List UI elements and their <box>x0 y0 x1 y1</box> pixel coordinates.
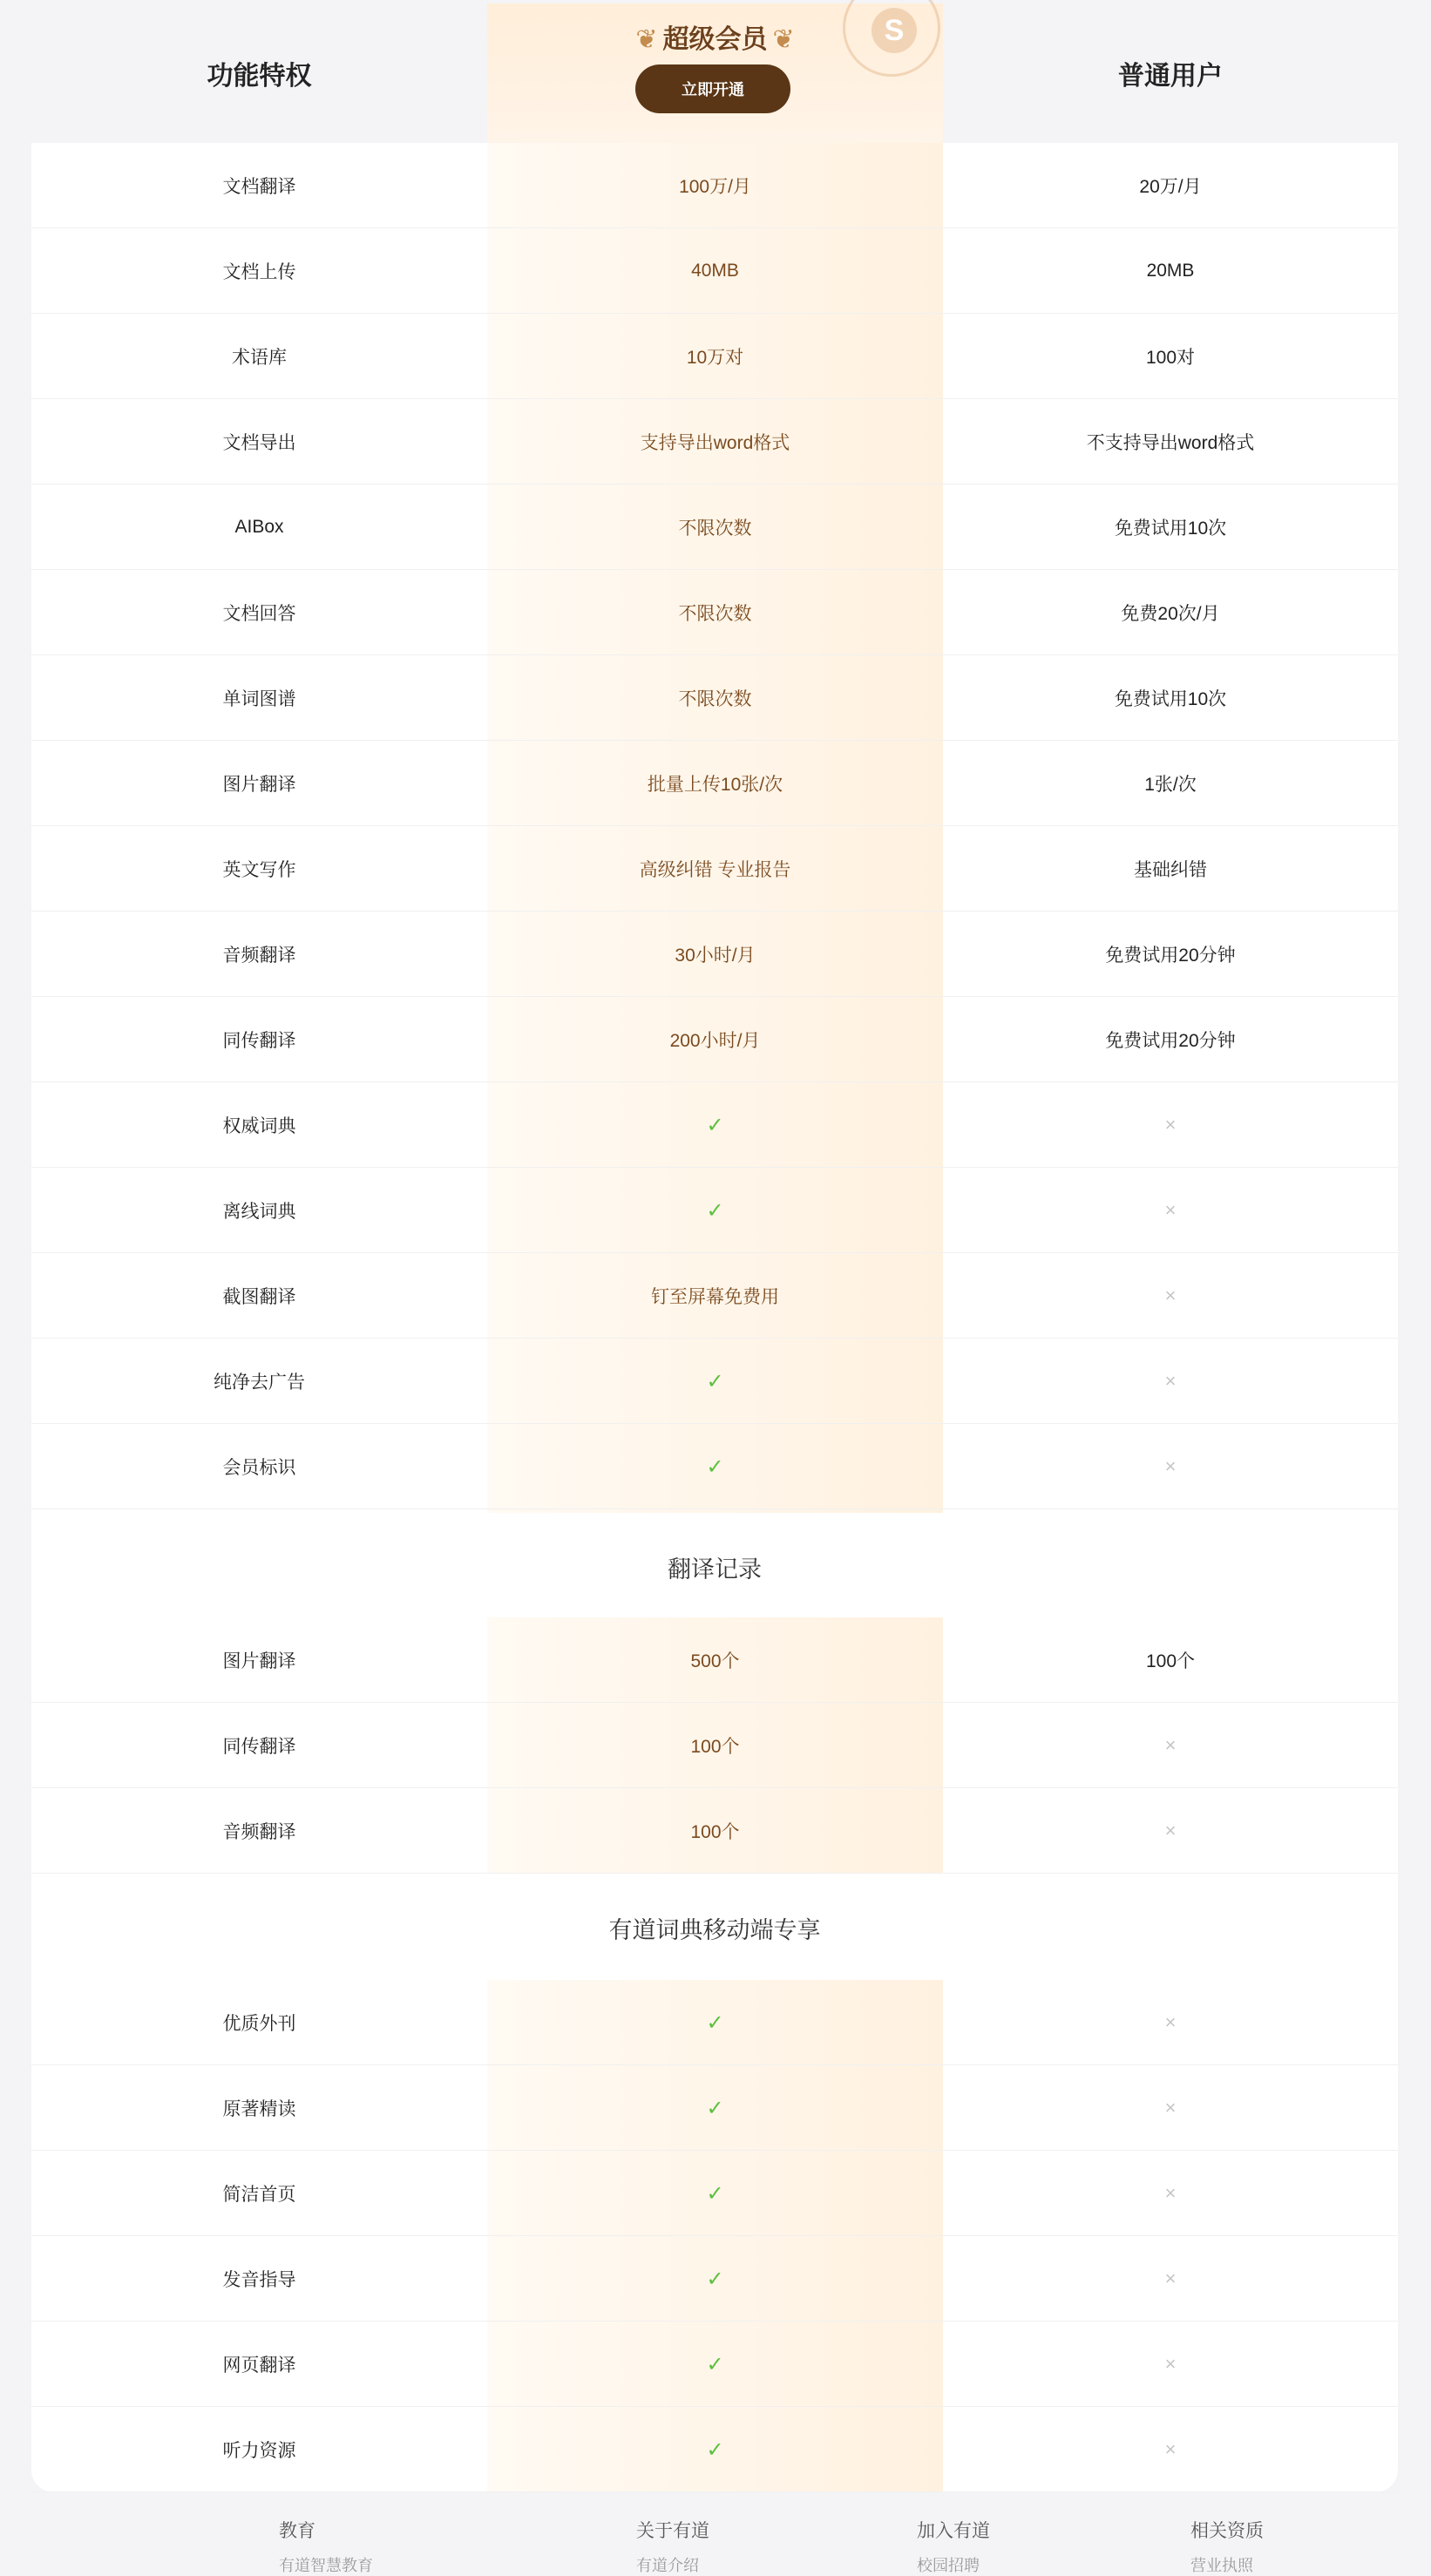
feature-name: 文档翻译 <box>222 177 296 197</box>
check-icon: ✓ <box>706 2267 724 2291</box>
feature-name: 简洁首页 <box>222 2185 296 2205</box>
table-row <box>31 1617 1398 1703</box>
cross-icon: × <box>1164 1820 1177 1841</box>
footer-title[interactable]: 教育 <box>279 2521 315 2541</box>
vip-value: 高级纠错 专业报告 <box>639 860 791 880</box>
check-icon: ✓ <box>706 1369 724 1393</box>
table-row <box>31 2151 1398 2236</box>
footer-link[interactable]: 有道智慧教育 <box>279 2557 373 2574</box>
normal-value: 基础纠错 <box>1134 860 1207 880</box>
feature-name: 图片翻译 <box>222 775 296 795</box>
vip-value: 100个 <box>690 1737 740 1757</box>
cross-icon: × <box>1164 2182 1177 2204</box>
normal-value: 1张/次 <box>1144 775 1197 795</box>
feature-name: 文档导出 <box>222 433 296 453</box>
feature-name: AIBox <box>234 517 284 537</box>
cross-icon: × <box>1164 2438 1177 2460</box>
vip-value: 200小时/月 <box>669 1031 761 1051</box>
comparison-card <box>31 3 1398 2492</box>
normal-value: 免费试用10次 <box>1114 519 1227 539</box>
check-icon: ✓ <box>706 2352 724 2376</box>
cross-icon: × <box>1164 1734 1177 1756</box>
feature-name: 听力资源 <box>222 2441 296 2461</box>
footer-title[interactable]: 加入有道 <box>917 2521 990 2541</box>
feature-name: 优质外刊 <box>222 2014 296 2034</box>
table-row <box>31 1703 1398 1788</box>
vip-stamp-icon: S <box>843 0 940 77</box>
table-row <box>31 1339 1398 1424</box>
vip-value: 不限次数 <box>678 604 752 624</box>
laurel-right-icon: ❦ <box>772 25 795 54</box>
normal-value: 免费20次/月 <box>1121 604 1220 624</box>
vip-value: 支持导出word格式 <box>640 433 790 453</box>
table-row <box>31 2322 1398 2407</box>
table-row <box>31 314 1398 399</box>
normal-user-column-title: 普通用户 <box>1118 62 1223 91</box>
table-row <box>31 741 1398 826</box>
check-icon: ✓ <box>706 2096 724 2120</box>
table-row <box>31 1253 1398 1339</box>
normal-value: 20MB <box>1146 261 1195 281</box>
vip-value: 10万对 <box>686 348 744 368</box>
section-title-mobile: 有道词典移动端专享 <box>608 1916 821 1943</box>
check-icon: ✓ <box>706 2437 724 2462</box>
footer-col-join <box>917 2517 990 2576</box>
feature-name: 权威词典 <box>222 1116 296 1136</box>
check-icon: ✓ <box>706 1454 724 1479</box>
feature-name: 原著精读 <box>222 2099 296 2119</box>
normal-value: 20万/月 <box>1139 177 1202 197</box>
feature-name: 图片翻译 <box>222 1651 296 1671</box>
footer-link[interactable]: 有道介绍 <box>636 2557 699 2574</box>
feature-name: 单词图谱 <box>222 689 296 709</box>
footer <box>0 2492 1431 2574</box>
check-icon: ✓ <box>706 2010 724 2035</box>
feature-name: 网页翻译 <box>222 2356 296 2376</box>
vip-column-header <box>487 3 943 143</box>
table-row <box>31 1424 1398 1509</box>
normal-value: 免费试用20分钟 <box>1105 946 1236 966</box>
cross-icon: × <box>1164 1370 1177 1392</box>
footer-col-qualifications <box>1190 2517 1264 2576</box>
table-row <box>31 997 1398 1082</box>
normal-value: 免费试用20分钟 <box>1105 1031 1236 1051</box>
vip-value: 40MB <box>691 261 739 281</box>
feature-name: 发音指导 <box>222 2270 296 2290</box>
vip-title-text: 超级会员 <box>662 25 768 54</box>
cross-icon: × <box>1164 1199 1177 1221</box>
check-icon: ✓ <box>706 1113 724 1137</box>
cross-icon: × <box>1164 2097 1177 2118</box>
feature-name: 音频翻译 <box>222 946 296 966</box>
vip-value: 100万/月 <box>679 177 751 197</box>
vip-value: 不限次数 <box>678 519 752 539</box>
table-row <box>31 143 1398 228</box>
cross-icon: × <box>1164 2353 1177 2375</box>
feature-name: 文档回答 <box>222 604 296 624</box>
cross-icon: × <box>1164 2268 1177 2289</box>
normal-value: 100个 <box>1145 1651 1196 1671</box>
table-row <box>31 826 1398 912</box>
feature-name: 纯净去广告 <box>214 1373 305 1393</box>
table-row <box>31 570 1398 655</box>
feature-name: 音频翻译 <box>222 1822 296 1842</box>
cross-icon: × <box>1164 1455 1177 1477</box>
table-row <box>31 912 1398 997</box>
feature-column-title: 功能特权 <box>207 62 312 91</box>
vip-title <box>487 17 943 56</box>
section-title-history: 翻译记录 <box>668 1556 762 1583</box>
normal-value: 不支持导出word格式 <box>1086 433 1255 453</box>
table-row <box>31 2236 1398 2322</box>
feature-name: 同传翻译 <box>222 1737 296 1757</box>
vip-value: 100个 <box>690 1822 740 1842</box>
footer-link[interactable]: 校园招聘 <box>917 2557 980 2574</box>
cross-icon: × <box>1164 2011 1177 2033</box>
feature-name: 术语库 <box>232 348 287 368</box>
open-vip-button[interactable]: 立即开通 <box>635 64 790 113</box>
table-row <box>31 1788 1398 1874</box>
laurel-left-icon: ❦ <box>635 25 658 54</box>
footer-col-about <box>636 2517 709 2576</box>
table-row <box>31 2407 1398 2492</box>
vip-value: 钉至屏幕免费用 <box>651 1287 779 1307</box>
footer-title[interactable]: 关于有道 <box>636 2521 709 2541</box>
table-row <box>31 1168 1398 1253</box>
table-row <box>31 2065 1398 2151</box>
table-row <box>31 1082 1398 1168</box>
feature-name: 同传翻译 <box>222 1031 296 1051</box>
table-row <box>31 485 1398 570</box>
footer-col-education <box>279 2517 373 2576</box>
vip-value: 30小时/月 <box>675 946 756 966</box>
table-row <box>31 655 1398 741</box>
vip-value: 500个 <box>690 1651 740 1671</box>
footer-link[interactable]: 营业执照 <box>1190 2557 1253 2574</box>
footer-title[interactable]: 相关资质 <box>1190 2521 1264 2541</box>
table-row <box>31 399 1398 485</box>
feature-name: 会员标识 <box>222 1458 296 1478</box>
vip-value: 批量上传10张/次 <box>647 775 783 795</box>
cross-icon: × <box>1164 1114 1177 1135</box>
table-row <box>31 228 1398 314</box>
table-row <box>31 1980 1398 2065</box>
feature-name: 离线词典 <box>222 1202 296 1222</box>
vip-value: 不限次数 <box>678 689 752 709</box>
normal-value: 100对 <box>1145 348 1196 368</box>
check-icon: ✓ <box>706 1198 724 1223</box>
cross-icon: × <box>1164 1285 1177 1306</box>
check-icon: ✓ <box>706 2181 724 2206</box>
feature-name: 英文写作 <box>222 860 296 880</box>
feature-name: 截图翻译 <box>222 1287 296 1307</box>
feature-name: 文档上传 <box>222 262 296 282</box>
normal-value: 免费试用10次 <box>1114 689 1227 709</box>
